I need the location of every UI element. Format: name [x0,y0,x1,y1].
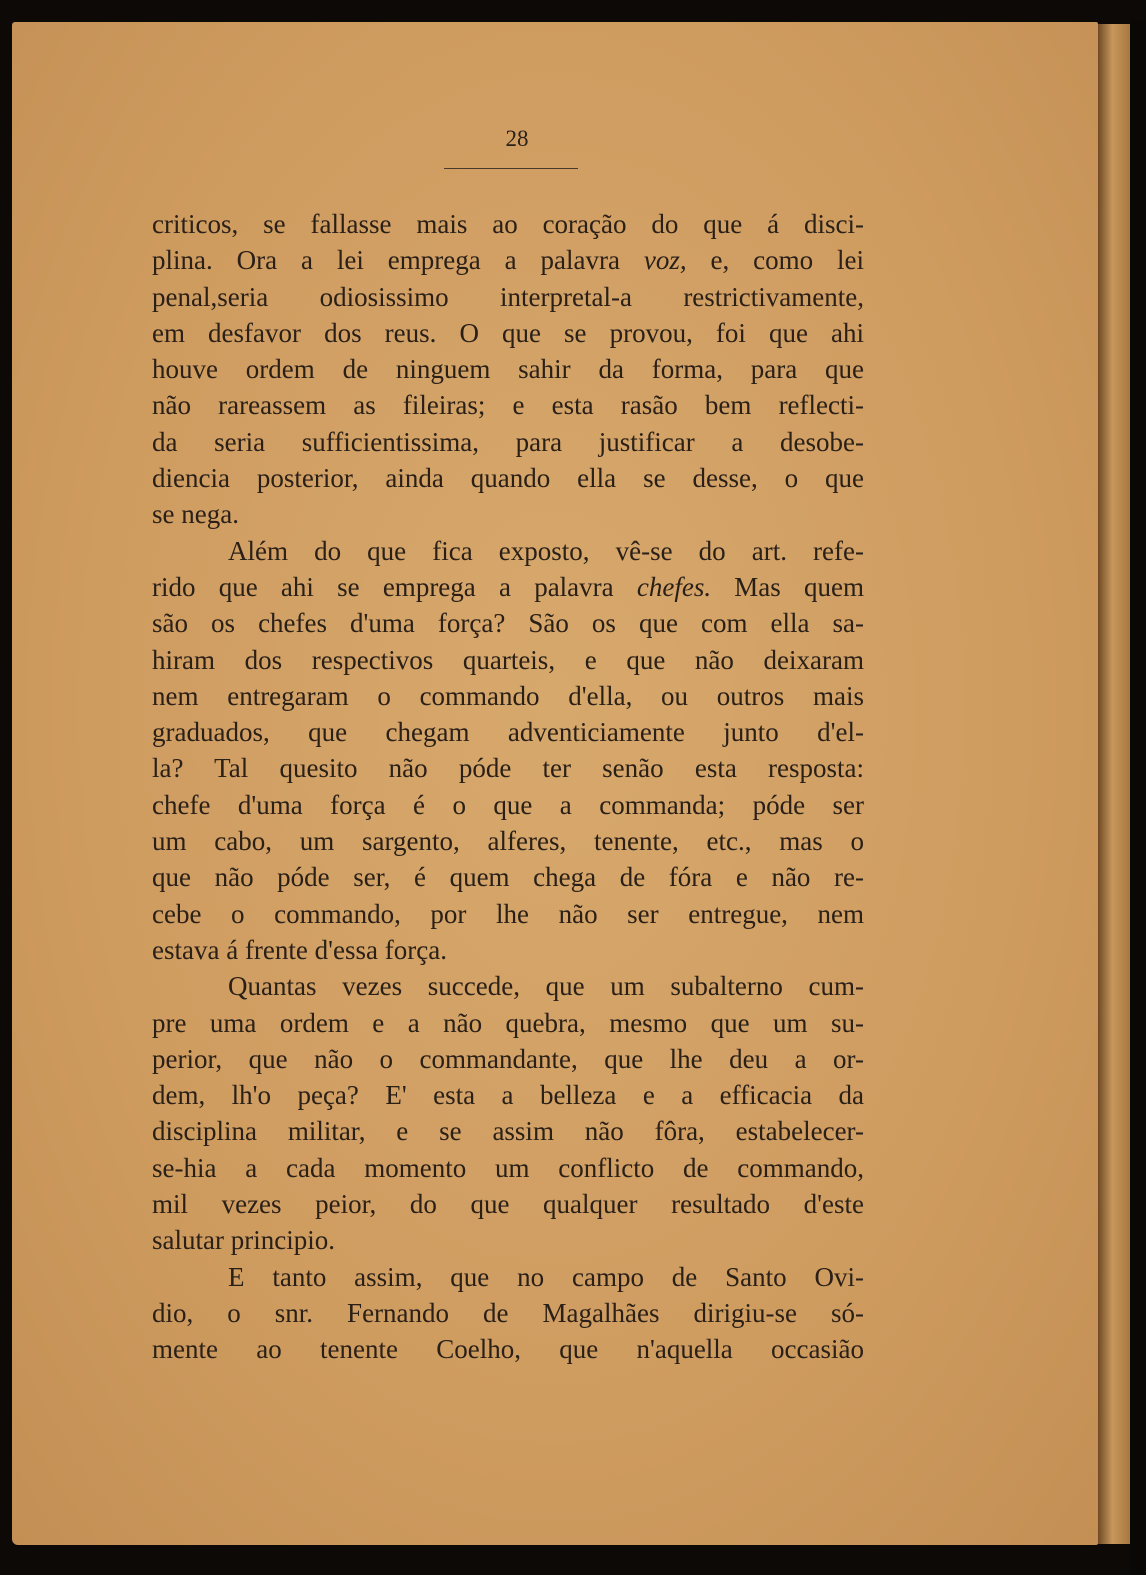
text-line: perior, que não o commandante, que lhe deu a or- [152,1043,864,1074]
text-line: se nega. [152,499,239,530]
text-line: nem entregaram o commando d'ella, ou outros mais [152,680,864,711]
page-binding-edge [1098,24,1130,1544]
text-line: diencia posterior, ainda quando ella se desse, o que [152,463,864,494]
text-line: disciplina militar, e se assim não fôra, estabelecer- [152,1116,864,1147]
text-line: são os chefes d'uma força? São os que com ella sa- [152,608,864,639]
text-line: dem, lh'o peça? E' esta a belleza e a efficacia da [152,1080,864,1111]
italic-word: chefes. [636,571,712,602]
text-line: cebe o commando, por lhe não ser entregue, nem [152,898,864,929]
body-text [152,206,864,1368]
text-line: dio, o snr. Fernando de Magalhães dirigiu-se só- [152,1297,864,1328]
italic-word: voz, [643,245,687,276]
text-line: graduados, que chegam adventiciamente junto d'el- [152,717,864,748]
text-line: la? Tal quesito não póde ter senão esta resposta: [152,753,864,784]
text-segment: plina. Ora a lei emprega a palavra [152,245,644,276]
text-segment: e, como lei [686,245,864,276]
text-line: se-hia a cada momento um conflicto de commando, [152,1152,864,1183]
header-rule [444,168,578,169]
text-line: mil vezes peior, do que qualquer resultado d'este [152,1189,864,1220]
text-segment: Mas quem [711,571,864,602]
text-line: Além do que fica exposto, vê-se do art. refe- [228,535,864,566]
text-line: houve ordem de ninguem sahir da forma, para que [152,354,864,385]
text-line: E tanto assim, que no campo de Santo Ovi- [228,1261,864,1292]
text-line: penal,seria odiosissimo interpretal-a restrictivamente, [152,281,864,312]
text-line: salutar principio. [152,1225,335,1256]
text-line: estava á frente d'essa força. [152,934,447,965]
text-line [152,569,864,605]
scan-border [1130,20,1146,1575]
text-line: da seria sufficientissima, para justificar a desobe- [152,426,864,457]
text-line [152,242,864,278]
text-line: criticos, se fallasse mais ao coração do que á disci- [152,209,864,239]
text-line: Quantas vezes succede, que um subalterno cum- [228,971,864,1002]
page-number: 28 [505,126,529,151]
text-line: em desfavor dos reus. O que se provou, foi que ahi [152,317,864,348]
text-line: que não póde ser, é quem chega de fóra e não re- [152,862,864,893]
text-line: mente ao tenente Coelho, que n'aquella occasião [152,1334,864,1365]
text-line: chefe d'uma força é o que a commanda; póde ser [152,789,864,820]
text-line: um cabo, um sargento, alferes, tenente, etc., mas o [152,826,864,857]
text-line: hiram dos respectivos quarteis, e que não deixaram [152,644,864,675]
text-segment: rido que ahi se emprega a palavra [152,571,637,602]
text-line: não rareassem as fileiras; e esta rasão bem reflecti- [152,390,864,421]
text-line: pre uma ordem e a não quebra, mesmo que um su- [152,1007,864,1038]
